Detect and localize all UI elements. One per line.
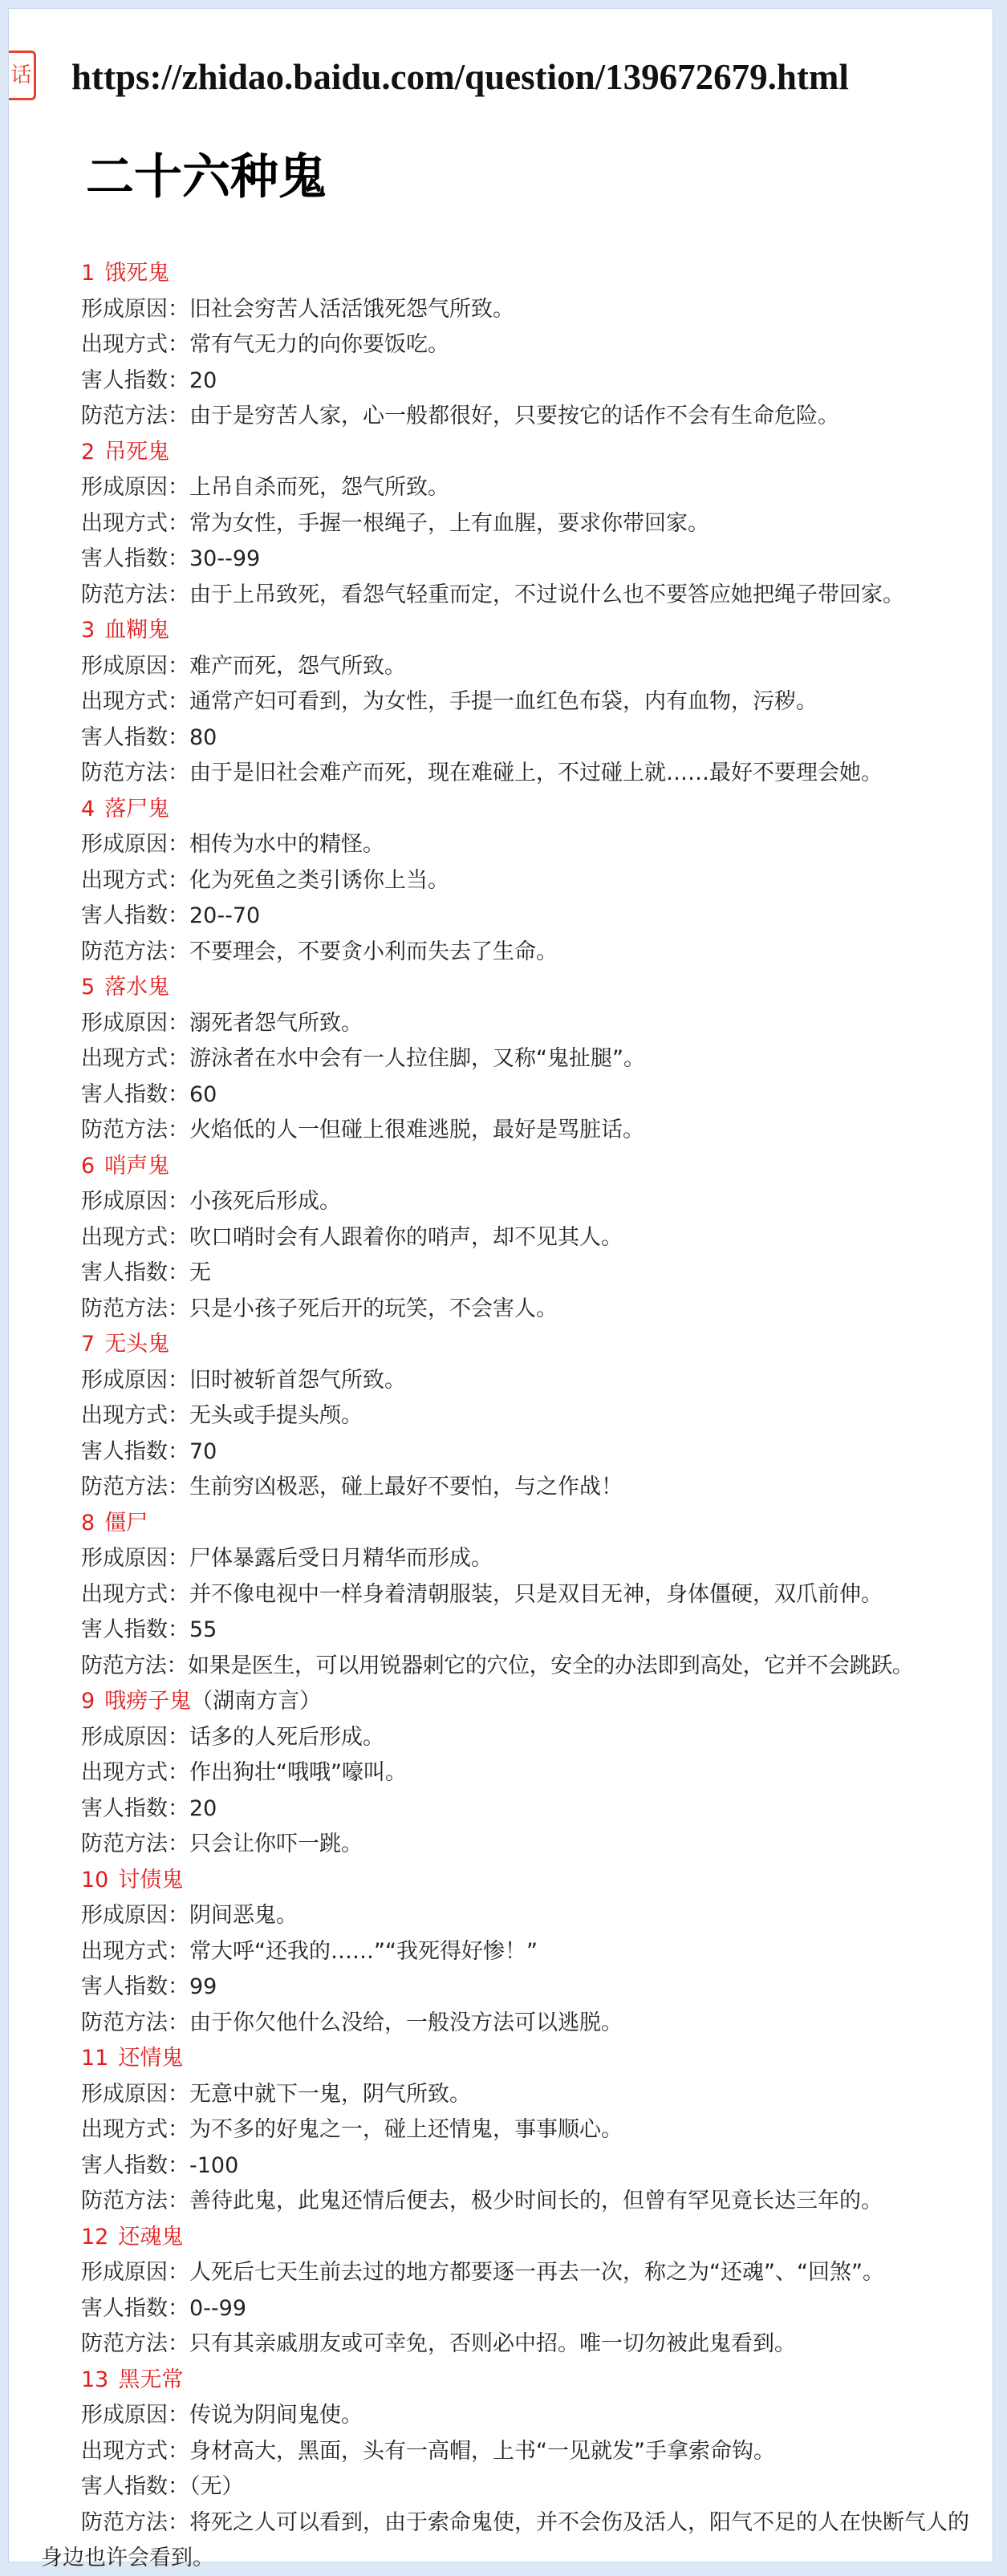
ghost-attribute-row (81, 1470, 980, 1506)
attribute-label: 害人指数： (81, 903, 189, 928)
ghost-attribute-row (81, 2077, 980, 2113)
ghost-name: 血糊鬼 (104, 618, 170, 643)
ghost-attribute-row (81, 2327, 980, 2363)
ghost-entry (81, 1863, 980, 2042)
ghost-attribute-row (81, 399, 980, 435)
attribute-label: 防范方法： (81, 1296, 189, 1321)
ghost-heading (81, 256, 980, 292)
ghost-number: 10 (81, 1867, 109, 1892)
attribute-value: 相传为水中的精怪。 (189, 832, 384, 857)
attribute-label: 形成原因： (81, 296, 189, 322)
ghost-name: 饿死鬼 (104, 261, 170, 286)
attribute-value: 55 (189, 1617, 217, 1642)
attribute-value: 只是小孩子死后开的玩笑，不会害人。 (189, 1296, 558, 1321)
ghost-name: 还情鬼 (118, 2046, 184, 2071)
ghost-entry (41, 2363, 980, 2576)
ghost-entry (81, 2041, 980, 2220)
attribute-value: 并不像电视中一样身着清朝服装，只是双目无神，身体僵硬，双爪前伸。 (189, 1581, 883, 1607)
attribute-label: 出现方式： (81, 1046, 189, 1071)
ghost-attribute-row (81, 1398, 980, 1434)
attribute-label: 形成原因： (81, 1903, 189, 1928)
ghost-entry (81, 970, 980, 1149)
ghost-attribute-row (81, 1613, 980, 1649)
ghost-number: 2 (81, 439, 95, 464)
ghost-attribute-row (81, 1256, 980, 1292)
ghost-attribute-row (81, 684, 980, 720)
attribute-value: 常大呼“还我的……”“我死得好惨！” (189, 1938, 538, 1964)
ghost-name: 吊死鬼 (104, 439, 170, 464)
attribute-value: 只有其亲戚朋友或可幸免，否则必中招。唯一切勿被此鬼看到。 (189, 2331, 796, 2356)
attribute-value: 由于上吊致死，看怨气轻重而定，不过说什么也不要答应她把绳子带回家。 (189, 582, 904, 607)
attribute-value: 60 (189, 1081, 217, 1107)
attribute-value: 阴间恶鬼。 (189, 1903, 298, 1928)
attribute-value: 20--70 (189, 903, 261, 928)
ghost-attribute-row (81, 1006, 980, 1042)
attribute-value: 70 (189, 1438, 217, 1464)
attribute-label: 形成原因： (81, 2081, 189, 2107)
attribute-label: 防范方法： (81, 2331, 189, 2356)
attribute-label: 出现方式： (81, 1581, 189, 1607)
attribute-value: 为不多的好鬼之一，碰上还情鬼，事事顺心。 (189, 2117, 623, 2142)
attribute-value: 无 (189, 1260, 211, 1285)
attribute-value: 人死后七天生前去过的地方都要逐一再去一次，称之为“还魂”、“回煞”。 (189, 2260, 884, 2285)
ghost-heading (81, 1684, 980, 1720)
ghost-name: 哨声鬼 (104, 1153, 170, 1178)
attribute-value: 将死之人可以看到，由于索命鬼使，并不会伤及活人，阳气不足的人在快断气人的身边也许会看到。 (41, 2509, 969, 2570)
ghost-attribute-row (81, 1113, 980, 1149)
ghost-attribute-row (81, 1970, 980, 2006)
attribute-label: 害人指数： (81, 2152, 189, 2178)
attribute-label: 防范方法： (81, 1118, 189, 1142)
attribute-value: 由于是旧社会难产而死，现在难碰上，不过碰上就……最好不要理会她。 (189, 761, 883, 785)
ghost-heading (81, 970, 980, 1006)
attribute-label: 形成原因： (81, 1010, 189, 1036)
attribute-label: 害人指数： (81, 2474, 189, 2499)
attribute-value: 旧时被斩首怨气所致。 (189, 1367, 406, 1393)
attribute-label: 防范方法： (81, 1832, 189, 1856)
ghost-entry (81, 435, 980, 614)
ghost-name: 落尸鬼 (104, 796, 170, 821)
attribute-value: 游泳者在水中会有一人拉住脚，又称“鬼扯腿”。 (189, 1046, 645, 1071)
attribute-value: 无头或手提头颅。 (189, 1403, 363, 1428)
ghost-entry (81, 1327, 980, 1506)
attribute-value: -100 (189, 2152, 239, 2178)
attribute-label: 防范方法： (81, 2509, 189, 2535)
ghost-heading (81, 2041, 980, 2077)
attribute-value: （无） (189, 2474, 244, 2499)
ghost-attribute-row (81, 470, 980, 506)
attribute-label: 形成原因： (81, 832, 189, 857)
attribute-label: 害人指数： (81, 367, 189, 393)
attribute-label: 害人指数： (81, 1438, 189, 1464)
attribute-label: 出现方式： (81, 332, 189, 357)
attribute-label: 出现方式： (81, 2117, 189, 2142)
attribute-value: 不要理会，不要贪小利而失去了生命。 (189, 939, 558, 964)
ghost-attribute-row (81, 2434, 980, 2470)
attribute-label: 害人指数： (81, 1260, 189, 1285)
ghost-name: 落水鬼 (104, 975, 170, 1000)
ghost-attribute-row (81, 506, 980, 542)
attribute-label: 防范方法： (81, 1653, 188, 1678)
attribute-label: 出现方式： (81, 689, 189, 714)
attribute-label: 出现方式： (81, 867, 189, 893)
ghost-entry (81, 1506, 980, 1685)
ghost-attribute-row (81, 542, 980, 578)
ghost-heading (81, 1506, 980, 1542)
ghost-attribute-row (81, 2112, 980, 2148)
ghost-attribute-row (81, 1720, 980, 1756)
ghost-attribute-row (81, 1934, 980, 1970)
ghost-number: 9 (81, 1689, 95, 1714)
ghost-number: 6 (81, 1153, 95, 1178)
page-title: 二十六种鬼 (86, 149, 327, 205)
attribute-label: 出现方式： (81, 1224, 189, 1250)
ghost-name-note: （湖南方言） (191, 1689, 322, 1714)
ghost-number: 13 (81, 2367, 109, 2392)
ghost-attribute-row (81, 827, 980, 863)
ghost-name: 僵尸 (104, 1510, 148, 1535)
attribute-label: 害人指数： (81, 1617, 189, 1642)
attribute-value: 30--99 (189, 546, 261, 571)
attribute-value: 话多的人死后形成。 (189, 1724, 384, 1750)
ghost-entry (81, 1149, 980, 1328)
ghost-heading (81, 2363, 980, 2399)
ghost-attribute-row (81, 2006, 980, 2042)
attribute-value: 只会让你吓一跳。 (189, 1832, 363, 1856)
ghost-name: 哦痨子鬼 (104, 1689, 192, 1714)
ghost-attribute-row (81, 899, 980, 935)
ghost-number: 1 (81, 261, 95, 286)
attribute-value: 0--99 (189, 2295, 247, 2321)
ghost-attribute-row (81, 1184, 980, 1220)
attribute-value: 尸体暴露后受日月精华而形成。 (189, 1546, 493, 1571)
ghost-attribute-row (81, 2398, 980, 2434)
ghost-attribute-row (81, 363, 980, 400)
ghost-attribute-row (81, 2184, 980, 2220)
ghost-heading (81, 1863, 980, 1899)
ghost-attribute-row (81, 1434, 980, 1471)
attribute-label: 防范方法： (81, 404, 189, 428)
article-page (8, 8, 993, 2570)
attribute-label: 防范方法： (81, 582, 189, 607)
attribute-value: 难产而死，怨气所致。 (189, 653, 406, 679)
ghost-attribute-row (81, 1898, 980, 1934)
attribute-value: 由于是穷苦人家，心一般都很好，只要按它的话作不会有生命危险。 (189, 404, 839, 428)
attribute-value: 20 (189, 1795, 217, 1821)
ghost-list (41, 256, 980, 2576)
ghost-heading (81, 1149, 980, 1185)
attribute-value: 上吊自杀而死，怨气所致。 (189, 475, 449, 500)
ghost-attribute-row (81, 756, 980, 792)
ghost-heading (81, 613, 980, 649)
ghost-attribute-row (41, 2505, 976, 2576)
attribute-label: 防范方法： (81, 2189, 189, 2213)
ghost-entry (81, 613, 980, 792)
attribute-value: 99 (189, 1974, 217, 1999)
ghost-name: 黑无常 (118, 2367, 184, 2392)
attribute-value: 20 (189, 367, 217, 393)
attribute-label: 出现方式： (81, 1938, 189, 1964)
ghost-attribute-row (81, 649, 980, 685)
ghost-heading (81, 1327, 980, 1363)
ghost-entry (81, 256, 980, 435)
ghost-number: 5 (81, 975, 95, 1000)
ghost-number: 3 (81, 618, 95, 643)
attribute-value: 生前穷凶极恶，碰上最好不要怕，与之作战！ (189, 1475, 623, 1499)
attribute-label: 防范方法： (81, 939, 189, 964)
attribute-value: 常为女性，手握一根绳子，上有血腥，要求你带回家。 (189, 510, 709, 536)
ghost-attribute-row (81, 1649, 980, 1685)
ghost-attribute-row (81, 2255, 980, 2291)
attribute-value: 身材高大，黑面，头有一高帽，上书“一见就发”手拿索命钩。 (189, 2438, 775, 2464)
ghost-number: 11 (81, 2046, 109, 2071)
attribute-value: 溺死者怨气所致。 (189, 1010, 363, 1036)
attribute-label: 害人指数： (81, 1974, 189, 1999)
ghost-attribute-row (81, 1363, 980, 1399)
ghost-attribute-row (81, 863, 980, 899)
attribute-label: 害人指数： (81, 1795, 189, 1821)
attribute-value: 作出狗壮“哦哦”嚎叫。 (189, 1760, 407, 1785)
attribute-label: 出现方式： (81, 1403, 189, 1428)
ghost-number: 12 (81, 2224, 109, 2249)
attribute-label: 形成原因： (81, 1189, 189, 1214)
attribute-label: 防范方法： (81, 2010, 189, 2035)
ghost-attribute-row (81, 292, 980, 328)
ghost-attribute-row (81, 1755, 980, 1791)
ghost-attribute-row (81, 2291, 980, 2327)
ghost-attribute-row (81, 1077, 980, 1114)
ghost-attribute-row (81, 327, 980, 363)
ghost-attribute-row (81, 2148, 980, 2185)
attribute-label: 出现方式： (81, 2438, 189, 2464)
ghost-entry (81, 2220, 980, 2363)
ghost-attribute-row (81, 1292, 980, 1328)
attribute-value: 旧社会穷苦人活活饿死怨气所致。 (189, 296, 514, 322)
attribute-label: 防范方法： (81, 761, 189, 785)
attribute-label: 形成原因： (81, 2403, 189, 2428)
ghost-name: 无头鬼 (104, 1332, 170, 1357)
attribute-label: 防范方法： (81, 1475, 189, 1499)
ghost-attribute-row (81, 720, 980, 757)
ghost-attribute-row (81, 1220, 980, 1256)
ghost-attribute-row (81, 1791, 980, 1828)
ghost-number: 7 (81, 1332, 95, 1357)
attribute-label: 出现方式： (81, 510, 189, 536)
ghost-entry (81, 1684, 980, 1863)
source-url[interactable]: https://zhidao.baidu.com/question/139672679.html (71, 57, 849, 97)
attribute-label: 形成原因： (81, 1724, 189, 1750)
ghost-heading (81, 2220, 980, 2256)
attribute-value: 小孩死后形成。 (189, 1189, 341, 1214)
ghost-attribute-row (81, 2469, 980, 2505)
attribute-value: 80 (189, 724, 217, 750)
attribute-label: 出现方式： (81, 1760, 189, 1785)
ghost-attribute-row (81, 935, 980, 971)
attribute-value: 如果是医生，可以用锐器刺它的穴位，安全的办法即到高处，它并不会跳跃。 (188, 1653, 914, 1678)
attribute-value: 传说为阴间鬼使。 (189, 2403, 363, 2428)
ghost-heading (81, 435, 980, 471)
ghost-attribute-row (81, 1577, 980, 1613)
attribute-value: 由于你欠他什么没给，一般没方法可以逃脱。 (189, 2010, 623, 2035)
attribute-label: 形成原因： (81, 2260, 189, 2285)
ghost-number: 4 (81, 796, 95, 821)
attribute-value: 常有气无力的向你要饭吃。 (189, 332, 449, 357)
attribute-value: 吹口哨时会有人跟着你的哨声，却不见其人。 (189, 1224, 623, 1250)
seal-stamp-icon: 话 (9, 51, 36, 100)
attribute-label: 形成原因： (81, 475, 189, 500)
ghost-entry (81, 792, 980, 971)
ghost-attribute-row (81, 1541, 980, 1577)
attribute-label: 害人指数： (81, 724, 189, 750)
attribute-value: 火焰低的人一但碰上很难逃脱，最好是骂脏话。 (189, 1118, 644, 1142)
ghost-attribute-row (81, 578, 980, 614)
ghost-name: 讨债鬼 (118, 1867, 184, 1892)
attribute-value: 善待此鬼，此鬼还情后便去，极少时间长的，但曾有罕见竟长达三年的。 (189, 2189, 883, 2213)
attribute-value: 化为死鱼之类引诱你上当。 (189, 867, 449, 893)
attribute-label: 形成原因： (81, 653, 189, 679)
ghost-number: 8 (81, 1510, 95, 1535)
attribute-value: 无意中就下一鬼，阴气所致。 (189, 2081, 471, 2107)
attribute-value: 通常产妇可看到，为女性，手提一血红色布袋，内有血物，污秽。 (189, 689, 818, 714)
ghost-name: 还魂鬼 (118, 2224, 184, 2249)
attribute-label: 形成原因： (81, 1367, 189, 1393)
attribute-label: 形成原因： (81, 1546, 189, 1571)
ghost-heading (81, 792, 980, 828)
attribute-label: 害人指数： (81, 546, 189, 571)
attribute-label: 害人指数： (81, 1081, 189, 1107)
attribute-label: 害人指数： (81, 2295, 189, 2321)
ghost-attribute-row (81, 1827, 980, 1863)
ghost-attribute-row (81, 1041, 980, 1077)
